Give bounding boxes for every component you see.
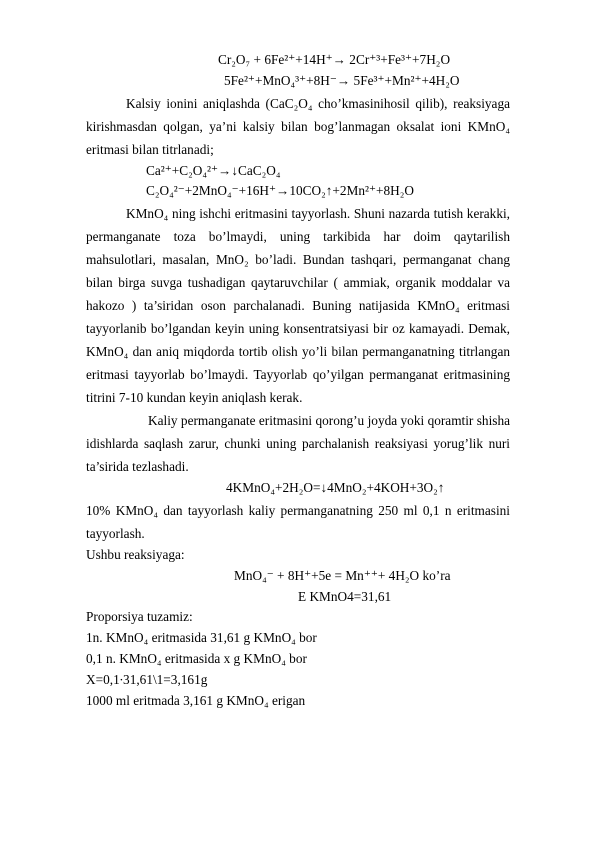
- line-by-reaction: Ushbu reaksiyaga:: [86, 546, 185, 562]
- equation-equivalent-mass: E KMnO4=31,61: [298, 588, 392, 604]
- equation-permanganate-decomposition: 4KMnO₄+2H₂O=↓4MnO₂+4KOH+3O₂↑: [226, 480, 445, 496]
- equation-half-reaction: MnO₄⁻ + 8H⁺+5e = Mn⁺⁺+ 4H₂O ko’ra: [234, 567, 451, 583]
- paragraph-task: 10% KMnO₄ dan tayyorlash kaliy permanganatning 250 ml 0,1 n eritmasini tayyorlash.: [86, 502, 510, 541]
- document-page: [86, 50, 510, 711]
- paragraph-calcium-determination: Kalsiy ionini aniqlashda (CaC₂O₄ cho’kmasinihosil qilib), reaksiyaga kirishmasdan qolgan, ya’ni kalsiy bilan bog’lanmagan oksalat ioni KMnO₄ eritmasi bilan titrlanadi;: [86, 95, 510, 157]
- equation-iron-permanganate: 5Fe²⁺+MnO₄³⁺+8H⁻→ 5Fe³⁺+Mn²⁺+4H₂O: [224, 72, 460, 88]
- line-step-3: X=0,1∙31,61\1=3,161g: [86, 671, 208, 687]
- equation-oxalate-permanganate: C₂O₄²⁻+2MnO₄⁻+16H⁺→10CO₂↑+2Mn²⁺+8H₂O: [146, 183, 415, 199]
- equation-chromium-iron: Cr₂O₇ + 6Fe²⁺+14H⁺→ 2Cr⁺³+Fe³⁺+7H₂O: [218, 52, 451, 67]
- line-step-1: 1n. KMnO₄ eritmasida 31,61 g KMnO₄ bor: [86, 630, 317, 646]
- line-step-4: 1000 ml eritmada 3,161 g KMnO₄ erigan: [86, 692, 306, 708]
- line-proportion: Proporsiya tuzamiz:: [86, 609, 193, 625]
- line-step-2: 0,1 n. KMnO₄ eritmasida x g KMnO₄ bor: [86, 650, 307, 666]
- paragraph-working-solution-preparation: KMnO₄ ning ishchi eritmasini tayyorlash. Shuni nazarda tutish kerakki, permanganate toza bo’lmaydi, uning tarkibida har doim qaytarilish mahsulotlari, masalan, MnO₂ bo’ladi. Bundan tashqari, permanganat chang bilan birga suvga tushadigan qaytaruvchilar ( ammiak, organik moddalar va hakozo ) ta’siridan oson parchalanadi. Buning natijasida KMnO₄ eritmasi tayyorlanib bo’lgandan keyin uning konsentratsiyasi bir oz kamayadi. Demak, KMnO₄ dan aniq miqdorda tortib olish yo’li bilan permanganatning titrlangan eritmasi tayyorlab bo’lmaydi. Tayyorlab qo’yilgan permanganat eritmasining titrini 7-10 kundan keyin aniqlash kerak.: [86, 206, 510, 406]
- paragraph-storage: Kaliy permanganate eritmasini qorong’u joyda yoki qoramtir shisha idishlarda saqlash zarur, chunki uning parchalanish reaksiyasi yorug’lik nuri ta’sirida tezlashadi.: [86, 413, 510, 475]
- equation-calcium-oxalate: Ca²⁺+C₂O₄²⁺→↓CaC₂O₄: [146, 162, 281, 178]
